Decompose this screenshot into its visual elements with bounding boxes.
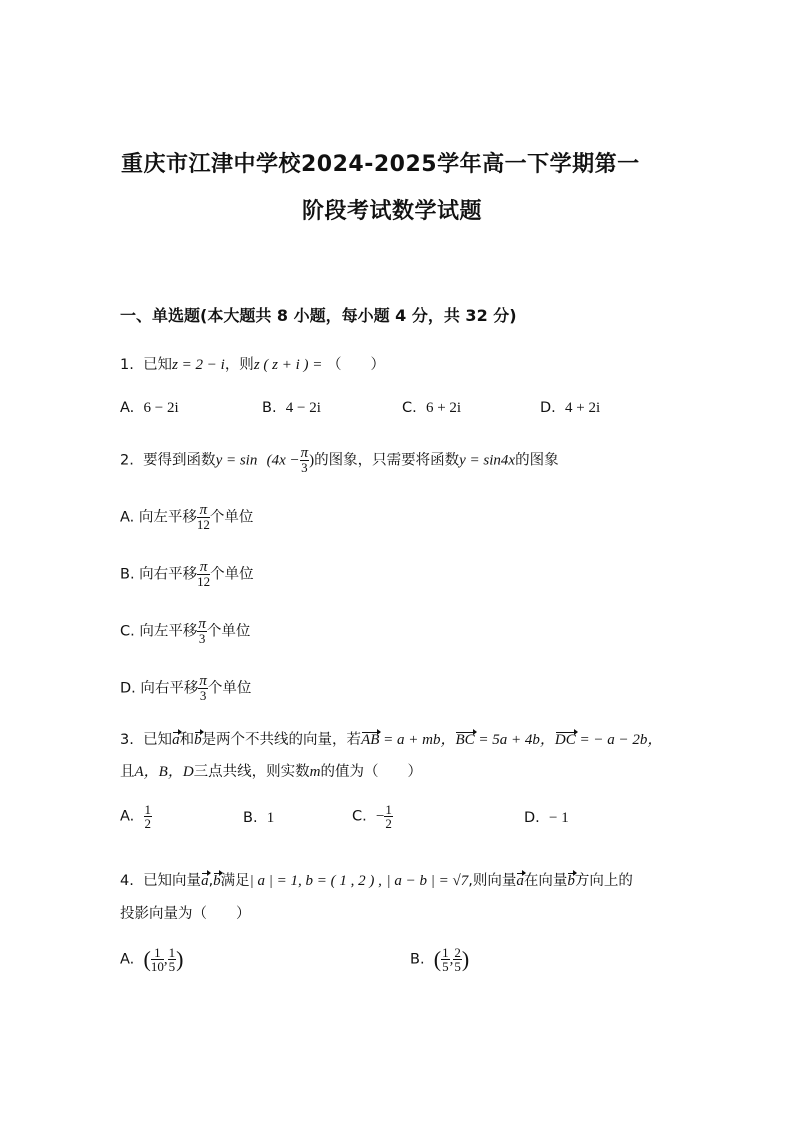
math-expression: y = sin4x: [459, 452, 516, 469]
option-label: D.: [120, 680, 136, 697]
q2-option-a: [120, 504, 253, 531]
question-3-line2: [120, 760, 422, 781]
option-label: A.: [120, 509, 135, 526]
option-value: 1: [266, 810, 275, 826]
option-text: 个单位: [207, 680, 252, 697]
question-number: 2.: [120, 452, 134, 469]
option-text: 个单位: [206, 623, 251, 640]
q3-option-b: [243, 810, 274, 827]
question-text: 且: [120, 764, 135, 780]
question-4: 4. 已知向量a,b满足| a | = 1, b = ( 1 , 2 ) , | a − b | = √7,则向量a在向量b方向上的: [120, 873, 633, 889]
question-text: 已知: [143, 357, 173, 373]
question-number: 4.: [120, 873, 134, 889]
question-text: 的图象: [515, 452, 559, 469]
fraction: $\frac{1}{5}$: [442, 945, 449, 974]
option-label: B.: [262, 400, 277, 416]
math-expression: = − a − 2b，: [575, 732, 663, 748]
question-number: 1.: [120, 357, 134, 373]
option-label: D.: [524, 810, 540, 826]
option-label: A.: [120, 400, 135, 416]
q4-option-a: A. ( $\frac{1}{10}$ , $\frac{1}{5}$ ): [120, 945, 184, 974]
math-expression: (4x −: [266, 452, 300, 469]
fraction: $\frac{1}{10}$: [150, 945, 164, 974]
vector-bc: BC: [455, 732, 475, 748]
option-sign: −: [375, 808, 385, 825]
option-value: 4 + 2i: [565, 400, 601, 416]
question-text: 和: [179, 732, 195, 748]
option-label: C.: [120, 623, 135, 640]
vector-a: a: [516, 873, 524, 889]
math-expression: z ( z + i ) =: [253, 357, 323, 373]
vector-b: b: [213, 873, 221, 889]
q3-option-d: [524, 810, 569, 827]
option-text: 个单位: [209, 509, 254, 526]
question-text: 方向上的: [574, 873, 633, 889]
fraction: $\frac{1}{5}$: [168, 945, 176, 974]
fraction: $\frac{\pi}{3}$: [199, 673, 207, 703]
question-1: [120, 353, 385, 374]
fraction: $\frac{1}{2}$: [385, 802, 392, 831]
question-text: 的值为（ ）: [320, 764, 423, 780]
question-text: 已知: [143, 732, 173, 748]
q3-option-c: [352, 803, 393, 830]
option-label: B.: [410, 951, 425, 968]
vector-a: a: [201, 873, 209, 889]
fraction: $\frac{\pi}{3}$: [300, 445, 309, 475]
question-text: 在向量: [523, 873, 568, 889]
fraction: $\frac{2}{5}$: [454, 945, 461, 974]
question-number: 3.: [120, 732, 134, 748]
math-expression: = a + mb，: [379, 732, 456, 748]
option-label: B.: [243, 810, 258, 826]
section-heading: 一、单选题(本大题共 8 小题，每小题 4 分，共 32 分): [120, 306, 517, 325]
question-text: 是两个不共线的向量，若: [201, 732, 362, 748]
option-label: A.: [120, 951, 135, 968]
math-expression: m: [309, 764, 321, 780]
math-expression: | a − b | = √7: [386, 873, 469, 889]
question-text: ,则向量: [468, 873, 517, 889]
math-expression: z = 2 − i: [172, 357, 225, 373]
vector-a: a: [172, 732, 180, 748]
option-value: 6 − 2i: [143, 400, 179, 416]
option-text: 向左平移: [138, 509, 197, 526]
q4-option-b: B. ( $\frac{1}{5}$ , $\frac{2}{5}$ ): [410, 945, 470, 974]
option-text: 向右平移: [140, 680, 199, 697]
question-text: 的图象，只需要将函数: [314, 452, 460, 469]
math-expression: | a | = 1, b = ( 1 , 2 ) ,: [249, 873, 382, 889]
option-label: D.: [540, 400, 556, 416]
option-label: C.: [402, 400, 417, 416]
q1-option-a: [120, 400, 179, 417]
option-text: 向右平移: [139, 566, 198, 583]
q2-option-b: [120, 561, 254, 588]
vector-dc: DC: [554, 732, 576, 748]
q1-option-c: [402, 400, 461, 417]
answer-paren: （ ）: [327, 357, 385, 373]
vector-ab: AB: [361, 732, 380, 748]
question-text: 已知向量: [143, 873, 202, 889]
q1-option-d: [540, 400, 600, 417]
question-text: 满足: [220, 873, 250, 889]
question-3: [120, 728, 662, 749]
question-text: 要得到函数: [143, 452, 216, 469]
option-label: C.: [352, 808, 367, 825]
document-title-line2: 阶段考试数学试题: [302, 199, 483, 224]
question-2: [120, 447, 559, 474]
math-expression: = 5a + 4b，: [474, 732, 555, 748]
question-4-line2: 投影向量为（ ）: [120, 906, 251, 922]
option-value: 6 + 2i: [425, 400, 462, 416]
math-expression: A，B，D: [134, 764, 194, 780]
math-expression: ): [309, 452, 315, 469]
document-title-line1: 重庆市江津中学校2024-2025学年高一下学期第一: [121, 152, 640, 177]
option-value: − 1: [549, 810, 569, 826]
math-expression: y = sin: [215, 452, 258, 469]
q1-option-b: [262, 400, 321, 417]
option-text: 个单位: [210, 566, 254, 583]
q2-option-d: [120, 675, 251, 702]
vector-b: b: [567, 873, 575, 889]
option-label: A.: [120, 808, 135, 825]
question-text: ，则: [224, 357, 254, 373]
q3-option-a: [120, 803, 152, 830]
option-value: 4 − 2i: [285, 400, 321, 416]
option-text: 向左平移: [139, 623, 198, 640]
fraction: $\frac{\pi}{3}$: [198, 616, 206, 646]
fraction: $\frac{\pi}{12}$: [196, 502, 210, 532]
vector-b: b: [194, 732, 202, 748]
option-label: B.: [120, 566, 135, 583]
fraction: $\frac{\pi}{12}$: [197, 559, 211, 589]
fraction: $\frac{1}{2}$: [144, 802, 151, 831]
question-text: 三点共线，则实数: [193, 764, 310, 780]
q2-option-c: [120, 618, 250, 645]
